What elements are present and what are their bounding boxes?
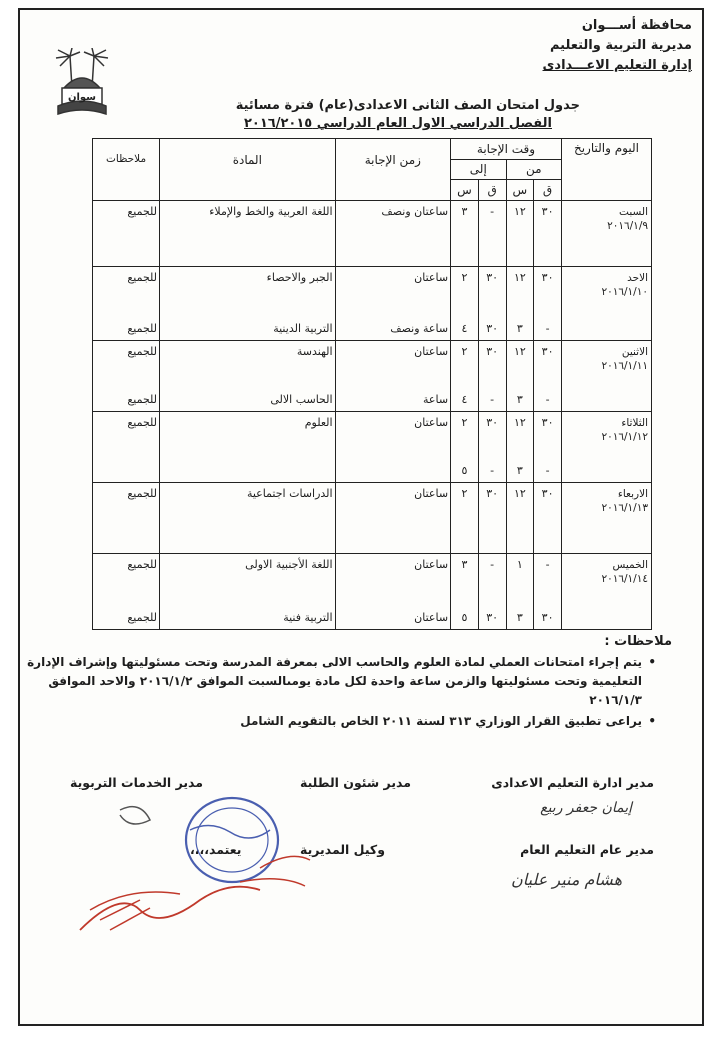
from-hours-cell — [506, 483, 534, 554]
subject-value: الجبر والاحصاء — [266, 271, 333, 285]
exam-title — [190, 97, 580, 133]
subject-value: الدراسات اجتماعية — [246, 487, 333, 501]
subject-cell — [160, 483, 336, 554]
note-value: للجميع — [127, 416, 158, 429]
to-minutes-value: - — [490, 464, 495, 478]
note-stack — [93, 412, 159, 482]
official-stamp-icon — [60, 790, 320, 940]
to-hours-cell — [451, 267, 479, 340]
note-cell — [93, 200, 160, 267]
subject-value: العلوم — [304, 416, 333, 429]
duration-cell — [335, 267, 450, 340]
duration-value: ساعتان — [414, 344, 449, 358]
note-cell — [93, 267, 160, 340]
deputy-title: وكيل المديرية — [300, 842, 385, 857]
note-cell — [93, 483, 160, 554]
note-stack — [93, 341, 159, 411]
subject-cell — [160, 267, 336, 340]
header-answer-time: وقت الإجابة — [451, 139, 562, 160]
to-hours-value: ٢ — [461, 416, 468, 429]
governorate-label: محافظة أســـوان — [581, 18, 692, 33]
to-minutes-value: ٣٠ — [486, 344, 499, 358]
from-minutes-value: ٣٠ — [541, 611, 554, 624]
administration-label: إدارة التعليم الاعـــدادى — [542, 58, 692, 73]
duration-stack — [336, 201, 450, 267]
exam-date: ٢٠١٦/١/١٠ — [601, 286, 648, 299]
duration-value: ساعتان — [414, 487, 449, 501]
exam-date: ٢٠١٦/١/٩ — [607, 219, 648, 232]
from-minutes-value: - — [545, 321, 550, 335]
schedule-row — [93, 412, 652, 483]
exam-date: ٢٠١٦/١/١١ — [601, 359, 648, 372]
from-minutes-cell — [534, 340, 562, 411]
from-hours-cell — [506, 412, 534, 483]
to-minutes-cell — [478, 267, 506, 340]
to-hours-cell — [451, 483, 479, 554]
from-hours-value: ١٢ — [513, 204, 526, 218]
from-hours-stack — [507, 483, 534, 553]
note-value: للجميع — [127, 271, 158, 285]
to-minutes-stack — [479, 201, 506, 267]
to-hours-cell — [451, 340, 479, 411]
note-cell — [93, 554, 160, 630]
logo-text: سوان — [67, 92, 97, 103]
from-minutes-cell — [534, 267, 562, 340]
prep-director-signature: إيمان جعفر ربيع — [540, 800, 632, 816]
notes-title: ملاحظات : — [604, 634, 672, 649]
from-minutes-value: ٣٠ — [541, 204, 554, 218]
from-hours-stack — [507, 341, 534, 411]
from-minutes-stack — [534, 412, 561, 482]
note-value: للجميع — [127, 487, 158, 501]
to-hours-value: ٤ — [461, 393, 468, 406]
duration-cell — [335, 554, 450, 630]
from-hours-stack — [507, 267, 534, 339]
from-minutes-cell — [534, 412, 562, 483]
student-affairs-title: مدير شئون الطلبة — [300, 775, 411, 790]
subject-stack — [160, 201, 335, 267]
from-hours-value: ١٢ — [513, 487, 526, 501]
subject-value: اللغة العربية والخط والإملاء — [209, 204, 333, 218]
title-line-2: الفصل الدراسي الاول العام الدراسي ٢٠١٦/٢٠١٥ — [244, 116, 552, 131]
from-hours-value: ١ — [516, 558, 523, 572]
note-stack — [93, 554, 159, 629]
note-value: للجميع — [127, 558, 158, 572]
from-hours-cell — [506, 200, 534, 267]
from-hours-value: ٣ — [516, 464, 523, 478]
subject-cell — [160, 554, 336, 630]
to-minutes-value: ٣٠ — [486, 487, 499, 501]
duration-value: ساعتان ونصف — [381, 204, 449, 218]
duration-stack — [336, 554, 450, 629]
to-hours-value: ٥ — [461, 464, 468, 478]
day-date-cell — [561, 483, 651, 554]
prep-director-title: مدير ادارة التعليم الاعدادى — [491, 775, 654, 790]
note-value: للجميع — [127, 611, 158, 624]
from-minutes-stack — [534, 341, 561, 411]
from-hours-stack — [507, 412, 534, 482]
day-name: الخميس — [612, 559, 648, 572]
from-minutes-value: - — [545, 393, 550, 406]
schedule-row — [93, 340, 652, 411]
from-hours-value: ١٢ — [513, 344, 526, 358]
from-minutes-value: ٣٠ — [541, 344, 554, 358]
to-hours-stack — [451, 554, 478, 629]
title-line-1: جدول امتحان الصف الثانى الاعدادى(عام) فترة مسائية — [235, 98, 580, 113]
subject-stack — [160, 483, 335, 553]
to-minutes-cell — [478, 412, 506, 483]
to-hours-value: ٢ — [461, 271, 468, 285]
governorate-logo-icon — [50, 48, 114, 118]
to-hours-cell — [451, 554, 479, 630]
day-date-cell — [561, 200, 651, 267]
duration-value: ساعتان — [414, 611, 449, 624]
from-hours-value: ٣ — [516, 611, 523, 624]
to-minutes-stack — [479, 341, 506, 411]
general-director-title: مدير عام التعليم العام — [520, 842, 654, 857]
subject-stack — [160, 412, 335, 482]
from-hours-value: ٣ — [516, 393, 523, 406]
to-minutes-cell — [478, 483, 506, 554]
schedule-row — [93, 554, 652, 630]
duration-stack — [336, 267, 450, 339]
day-date-cell — [561, 340, 651, 411]
header-to-s: س — [451, 180, 479, 201]
duration-value: ساعة ونصف — [390, 321, 449, 335]
day-name: الاربعاء — [617, 488, 648, 501]
to-minutes-cell — [478, 200, 506, 267]
to-hours-stack — [451, 267, 478, 339]
header-from-s: س — [506, 180, 534, 201]
to-minutes-value: - — [490, 393, 495, 406]
header-subject: المادة — [160, 139, 336, 201]
header-notes: ملاحظات — [93, 139, 160, 201]
exam-schedule-table — [92, 138, 652, 630]
subject-stack — [160, 554, 335, 629]
subject-value: الحاسب الالى — [270, 393, 333, 406]
header-day-date: اليوم والتاريخ — [561, 139, 651, 201]
note-stack — [93, 483, 159, 553]
note-cell — [93, 412, 160, 483]
general-director-signature: هشام منير عليان — [510, 870, 622, 889]
duration-cell — [335, 483, 450, 554]
schedule-row — [93, 200, 652, 267]
subject-stack — [160, 267, 335, 339]
duration-stack — [336, 483, 450, 553]
to-minutes-cell — [478, 340, 506, 411]
from-hours-stack — [507, 554, 534, 629]
from-minutes-cell — [534, 200, 562, 267]
from-minutes-stack — [534, 201, 561, 267]
subject-value: التربية فنية — [283, 611, 333, 624]
to-hours-value: ٢ — [461, 487, 468, 501]
to-minutes-value: ٣٠ — [486, 416, 499, 429]
from-minutes-cell — [534, 554, 562, 630]
note-cell — [93, 340, 160, 411]
subject-value: الهندسة — [296, 344, 333, 358]
day-name: الاحد — [627, 272, 648, 285]
to-minutes-value: ٣٠ — [486, 611, 499, 624]
to-hours-stack — [451, 201, 478, 267]
to-hours-cell — [451, 412, 479, 483]
day-name: الثلاثاء — [621, 417, 648, 429]
from-hours-value: ١٢ — [513, 271, 526, 285]
header-duration: زمن الإجابة — [335, 139, 450, 201]
header-to-q: ق — [478, 180, 506, 201]
to-minutes-value: - — [490, 204, 495, 218]
duration-value: ساعتان — [414, 271, 449, 285]
from-hours-stack — [507, 201, 534, 267]
duration-cell — [335, 200, 450, 267]
day-date-cell — [561, 412, 651, 483]
from-minutes-value: - — [545, 558, 550, 572]
from-hours-cell — [506, 554, 534, 630]
schedule-row — [93, 483, 652, 554]
from-minutes-value: ٣٠ — [541, 416, 554, 429]
subject-value: التربية الدينية — [273, 321, 333, 335]
educational-services-title: مدير الخدمات التربوية — [70, 775, 203, 790]
duration-cell — [335, 340, 450, 411]
from-minutes-stack — [534, 267, 561, 339]
to-hours-stack — [451, 341, 478, 411]
from-hours-value: ٣ — [516, 321, 523, 335]
subject-value: اللغة الأجنبية الاولى — [245, 558, 333, 572]
duration-value: ساعة — [423, 393, 449, 406]
note-value: للجميع — [127, 204, 158, 218]
from-minutes-value: ٣٠ — [541, 487, 554, 501]
to-hours-value: ٥ — [461, 611, 468, 624]
directorate-label: مديرية التربية والتعليم — [549, 38, 692, 53]
header-from: من — [506, 159, 561, 180]
duration-value: ساعتان — [414, 558, 449, 572]
to-minutes-stack — [479, 554, 506, 629]
note-value: للجميع — [127, 393, 158, 406]
day-date-cell — [561, 554, 651, 630]
header-from-q: ق — [534, 180, 562, 201]
from-hours-cell — [506, 340, 534, 411]
from-minutes-cell — [534, 483, 562, 554]
subject-cell — [160, 412, 336, 483]
to-minutes-value: ٣٠ — [486, 321, 499, 335]
day-date-cell — [561, 267, 651, 340]
to-minutes-stack — [479, 267, 506, 339]
note-item: • يتم إجراء امتحانات العملي لمادة العلوم والحاسب الالى بمعرفة المدرسة وتحت مسئوليتها وإشراف الإدارة التعليمية وتحت مسئوليتها والزمن ساعة واحدة لكل مادة يومىالسبت الموافق ٢٠١٦/١/٢ والاحد الموافق ٢٠١٦/١/٣ — [12, 653, 656, 710]
note-stack — [93, 267, 159, 339]
approved-label: يعتمد،،،، — [190, 842, 242, 857]
note-value: للجميع — [127, 321, 158, 335]
to-hours-stack — [451, 483, 478, 553]
exam-date: ٢٠١٦/١/١٤ — [601, 573, 648, 586]
day-name: الاثنين — [621, 345, 648, 358]
to-hours-value: ٣ — [461, 558, 468, 572]
header-to: إلى — [451, 159, 506, 180]
to-hours-value: ٤ — [461, 321, 468, 335]
from-minutes-value: - — [545, 464, 550, 478]
from-hours-value: ١٢ — [513, 416, 526, 429]
to-minutes-cell — [478, 554, 506, 630]
to-hours-stack — [451, 412, 478, 482]
note-stack — [93, 201, 159, 267]
day-name: السبت — [619, 205, 648, 218]
letterhead — [482, 16, 692, 76]
note-item: • يراعى تطبيق القرار الوزاري ٣١٣ لسنة ٢٠١١ الخاص بالتقويم الشامل — [12, 712, 656, 731]
duration-stack — [336, 341, 450, 411]
to-minutes-value: ٣٠ — [486, 271, 499, 285]
from-minutes-stack — [534, 554, 561, 629]
from-minutes-value: ٣٠ — [541, 271, 554, 285]
subject-cell — [160, 340, 336, 411]
notes-section — [12, 632, 672, 733]
schedule-row — [93, 267, 652, 340]
subject-cell — [160, 200, 336, 267]
duration-cell — [335, 412, 450, 483]
from-minutes-stack — [534, 483, 561, 553]
subject-stack — [160, 341, 335, 411]
to-minutes-stack — [479, 483, 506, 553]
to-hours-value: ٢ — [461, 344, 468, 358]
to-minutes-value: - — [490, 558, 495, 572]
from-hours-cell — [506, 267, 534, 340]
to-hours-value: ٣ — [461, 204, 468, 218]
to-hours-cell — [451, 200, 479, 267]
duration-value: ساعتان — [414, 416, 449, 429]
exam-date: ٢٠١٦/١/١٢ — [601, 431, 648, 443]
exam-date: ٢٠١٦/١/١٣ — [601, 502, 648, 515]
to-minutes-stack — [479, 412, 506, 482]
duration-stack — [336, 412, 450, 482]
note-value: للجميع — [127, 344, 158, 358]
